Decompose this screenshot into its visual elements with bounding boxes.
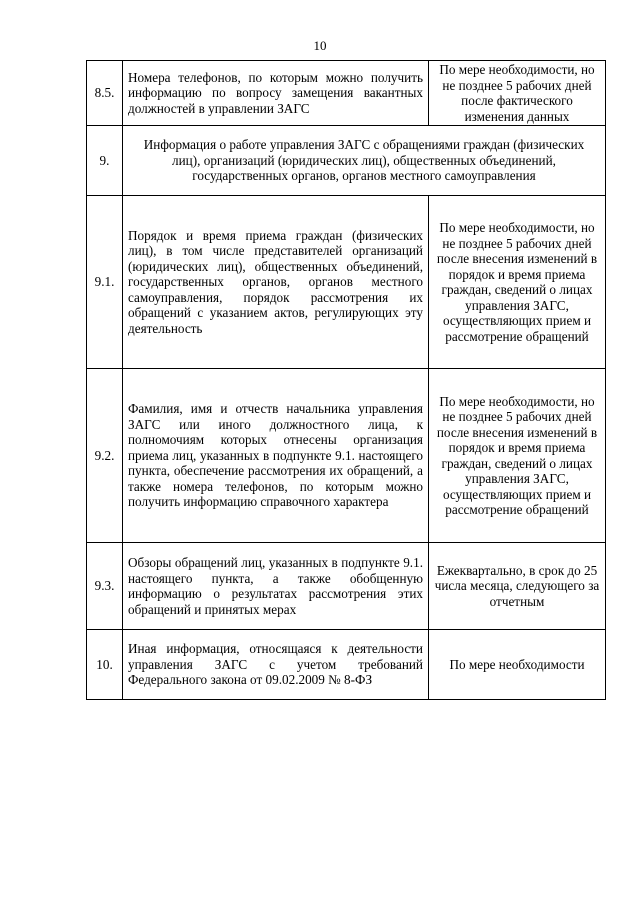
row-number: 9.3. <box>87 543 123 630</box>
page-number: 10 <box>313 38 327 53</box>
table-row <box>87 543 606 630</box>
row-number: 10. <box>87 630 123 700</box>
row-term: По мере необходимости, но не позднее 5 рабочих дней после фактического изменения данных <box>429 61 606 126</box>
row-description: Обзоры обращений лиц, указанных в подпункте 9.1. настоящего пункта, а также обобщенную информацию о результатах рассмотрения этих обращений и принятых мерах <box>123 543 429 630</box>
row-description: Номера телефонов, по которым можно получить информацию по вопросу замещения вакантных должностей в управлении ЗАГС <box>123 61 429 126</box>
row-description: Порядок и время приема граждан (физических лиц), в том числе представителей организаций (юридических лиц), общественных объединений, государственных органов, органов местного самоуправления, порядок рассмотрения их обращений с указанием актов, регулирующих эту деятельность <box>123 196 429 369</box>
row-term: По мере необходимости, но не позднее 5 рабочих дней после внесения изменений в порядок и время приема граждан, сведений о лицах управления ЗАГС, осуществляющих прием и рассмотрение обращений <box>429 369 606 543</box>
information-table <box>86 60 606 700</box>
row-term: Ежеквартально, в срок до 25 числа месяца, следующего за отчетным <box>429 543 606 630</box>
table-row <box>87 196 606 369</box>
row-description: Иная информация, относящаяся к деятельности управления ЗАГС с учетом требований Федерального закона от 09.02.2009 № 8-ФЗ <box>123 630 429 700</box>
row-term: По мере необходимости <box>429 630 606 700</box>
row-description: Фамилия, имя и отчеств начальника управления ЗАГС или иного должностного лица, к полномочиям которых отнесены организация приема лиц, указанных в подпункте 9.1. настоящего пункта, обеспечение рассмотрения их обращений, а также номера телефонов, по которым можно получить информацию справочного характера <box>123 369 429 543</box>
row-number: 9.2. <box>87 369 123 543</box>
row-term: По мере необходимости, но не позднее 5 рабочих дней после внесения изменений в порядок и время приема граждан, сведений о лицах управления ЗАГС, осуществляющих прием и рассмотрение обращений <box>429 196 606 369</box>
table-row <box>87 126 606 196</box>
row-number: 9. <box>87 126 123 196</box>
table-row <box>87 369 606 543</box>
row-number: 8.5. <box>87 61 123 126</box>
table-row <box>87 61 606 126</box>
table-row <box>87 630 606 700</box>
row-number: 9.1. <box>87 196 123 369</box>
section-title: Информация о работе управления ЗАГС с обращениями граждан (физических лиц), организаций (юридических лиц), общественных объединений, государственных органов, органов местного самоуправления <box>123 126 606 196</box>
